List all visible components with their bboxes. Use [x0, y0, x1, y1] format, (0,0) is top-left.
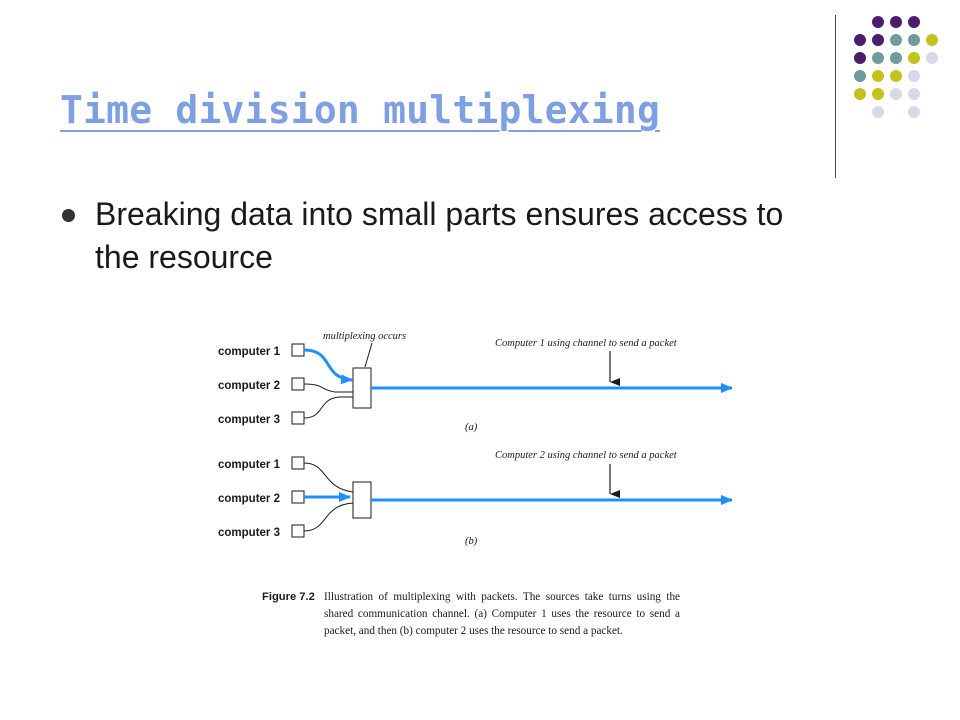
decorative-dot [890, 88, 902, 100]
decorative-dot [908, 16, 920, 28]
input-line [304, 463, 353, 492]
decorative-dot [872, 88, 884, 100]
annotation-mux: multiplexing occurs [323, 331, 407, 342]
input-line [304, 384, 353, 392]
panel-b-source-label: computer 3 [218, 527, 280, 539]
annotation-channel: Computer 2 using channel to send a packet [495, 450, 677, 461]
decorative-dot [872, 52, 884, 64]
decorative-dot [854, 88, 866, 100]
decorative-dot [890, 16, 902, 28]
annotation-channel: Computer 1 using channel to send a packet [495, 338, 677, 349]
caption-label: Figure 7.2 [262, 591, 315, 603]
computer-box [292, 491, 304, 503]
slide-title: Time division multiplexing [60, 88, 661, 132]
annotation-leader [365, 343, 372, 367]
decorative-dot [890, 52, 902, 64]
computer-box [292, 378, 304, 390]
input-line [304, 503, 353, 531]
decorative-dot [872, 34, 884, 46]
panel-label: (b) [465, 536, 478, 547]
decorative-dot [854, 70, 866, 82]
multiplexer-box [353, 482, 371, 518]
panel-a-source-label: computer 1 [218, 346, 280, 358]
panel-b-source-label: computer 1 [218, 459, 280, 471]
figure-caption [262, 589, 680, 640]
computer-box [292, 412, 304, 424]
bullet-dot-icon [62, 209, 75, 222]
panel-a-source-label: computer 3 [218, 414, 280, 426]
vertical-divider [835, 15, 836, 178]
computer-box [292, 457, 304, 469]
computer-box [292, 344, 304, 356]
active-input-line [304, 350, 352, 380]
decorative-dot [872, 16, 884, 28]
decorative-dot [872, 106, 884, 118]
figure-diagram [200, 320, 760, 560]
bullet-item [60, 193, 800, 279]
decorative-dot [908, 52, 920, 64]
decorative-dot [926, 52, 938, 64]
input-line [304, 397, 353, 418]
multiplexing-figure [200, 320, 760, 565]
panel-b [218, 450, 732, 547]
decorative-dot [872, 70, 884, 82]
decorative-dot [908, 70, 920, 82]
caption-text: Illustration of multiplexing with packets. The sources take turns using the shared communication channel. (a) Computer 1 uses the resource to send a packet, and then (b) computer 2 uses the resource to send a packet. [324, 591, 680, 637]
decorative-dot [890, 70, 902, 82]
multiplexer-box [353, 368, 371, 408]
decorative-dot [854, 34, 866, 46]
computer-box [292, 525, 304, 537]
panel-b-source-label: computer 2 [218, 493, 280, 505]
panel-label: (a) [465, 422, 478, 433]
decorative-dot [908, 106, 920, 118]
decorative-dot [854, 52, 866, 64]
decorative-dot [908, 34, 920, 46]
bullet-text: Breaking data into small parts ensures access to the resource [95, 196, 784, 275]
decorative-dot [890, 34, 902, 46]
decorative-dot [926, 34, 938, 46]
panel-a-source-label: computer 2 [218, 380, 280, 392]
decorative-dot-grid [0, 0, 960, 170]
decorative-dot [908, 88, 920, 100]
panel-a [218, 331, 732, 433]
